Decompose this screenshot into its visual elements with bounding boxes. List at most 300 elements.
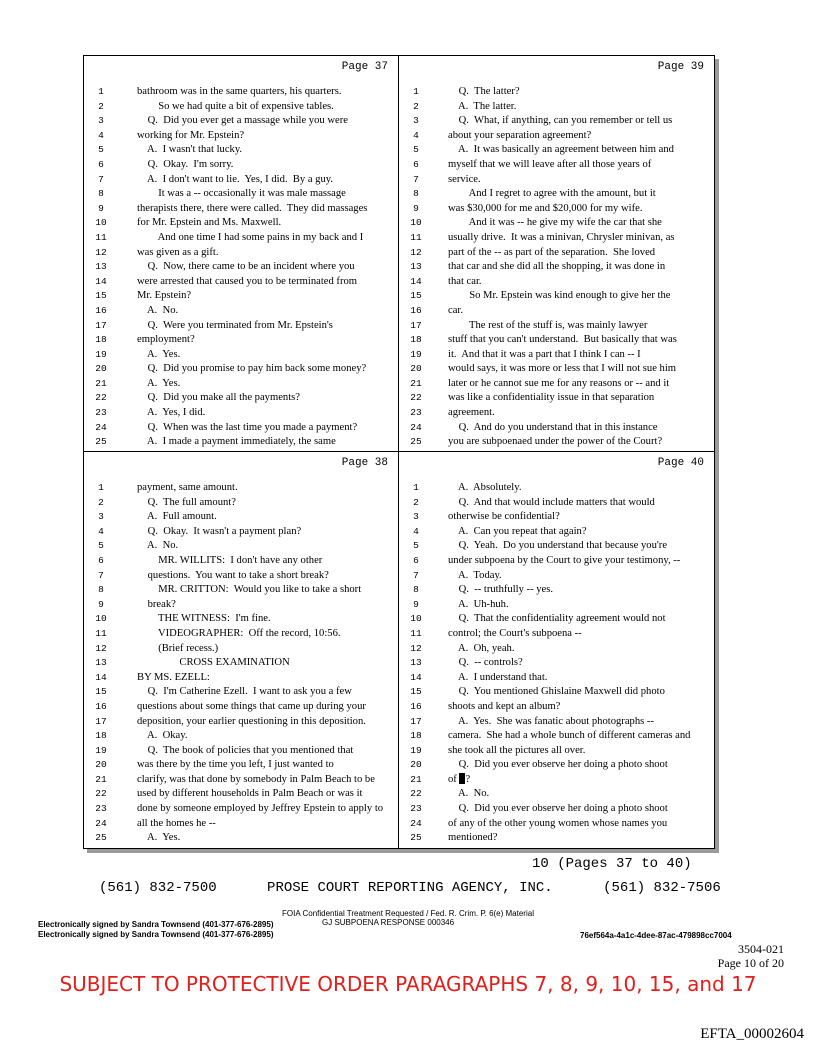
line-number: 22 [410,788,422,800]
line-number: 8 [98,188,104,200]
transcript-line [399,671,714,686]
line-text: Q. Okay. I'm sorry. [137,158,234,170]
agency-name: PROSE COURT REPORTING AGENCY, INC. [267,880,553,896]
line-number: 5 [413,540,419,552]
line-number: 23 [410,803,422,815]
line-number: 6 [413,158,419,170]
line-text: it. And that it was a part that I think I can -- I [448,348,641,360]
transcript-line [399,114,714,129]
transcript-line [84,173,398,188]
line-text: mentioned? [448,832,498,844]
transcript-line [399,246,714,261]
transcript-line [399,583,714,598]
line-text: employment? [137,334,195,346]
transcript-line [399,642,714,657]
line-text: MR. CRITTON: Would you like to take a short [137,584,362,596]
agency-phone-right: (561) 832-7506 [603,880,721,896]
line-number: 2 [98,496,104,508]
line-number: 8 [413,188,419,200]
line-number: 18 [95,730,107,742]
line-text: would says, it was more or less that I will not sue him [448,363,677,375]
line-number: 23 [95,803,107,815]
transcript-lines [399,85,714,450]
page-quadrant-38 [84,452,399,848]
line-text: (Brief recess.) [137,642,219,654]
page-summary: 10 (Pages 37 to 40) [532,856,692,872]
transcript-line [399,758,714,773]
line-text: A. Yes, I did. [137,407,206,419]
line-number: 1 [98,482,104,493]
page-label: Page 37 [341,61,388,73]
transcript-line [399,802,714,817]
line-text: for Mr. Epstein and Ms. Maxwell. [137,217,282,229]
line-number: 11 [410,231,422,243]
transcript-line [84,143,398,158]
line-text: Q. -- truthfully -- yes. [448,584,554,596]
transcript-line [399,85,714,100]
line-number: 1 [98,86,104,97]
transcript-line [84,496,398,511]
line-number: 11 [95,627,107,639]
line-text: were arrested that caused you to be terminated from [137,275,358,287]
line-text: Q. The latter? [448,86,520,97]
line-number: 3 [98,115,104,127]
transcript-line [84,656,398,671]
line-number: 10 [95,613,107,625]
page-of-label: Page 10 of 20 [717,956,784,970]
line-number: 24 [95,421,107,433]
transcript-line [399,377,714,392]
line-text: bathroom was in the same quarters, his quarters. [137,86,342,97]
transcript-line [84,729,398,744]
line-number: 9 [98,598,104,610]
line-text: Q. Did you promise to pay him back some money? [137,363,367,375]
agency-phone-left: (561) 832-7500 [99,880,217,896]
transcript-line [84,539,398,554]
line-number: 4 [413,525,419,537]
line-number: 20 [410,363,422,375]
line-text: Q. Were you terminated from Mr. Epstein's [137,319,333,331]
line-number: 11 [95,231,107,243]
line-text: of any of the other young women whose names you [448,817,668,829]
transcript-line [84,231,398,246]
transcript-line [84,114,398,129]
line-number: 7 [98,173,104,185]
line-text: A. Yes. [137,348,181,360]
line-number: 13 [410,261,422,273]
transcript-line [84,554,398,569]
transcript-line [399,627,714,642]
line-text: questions. You want to take a short break? [137,569,329,581]
transcript-line [84,85,398,100]
transcript-line [399,831,714,846]
transcript-line [399,406,714,421]
transcript-line [399,656,714,671]
line-number: 25 [95,436,107,448]
transcript-line [84,700,398,715]
transcript-line [84,627,398,642]
line-number: 6 [413,554,419,566]
line-number: 12 [95,246,107,258]
line-text: was given as a gift. [137,246,219,258]
line-number: 2 [413,100,419,112]
line-number: 11 [410,627,422,639]
line-text: And I regret to agree with the amount, but it [448,188,656,200]
transcript-line [84,802,398,817]
line-number: 9 [98,202,104,214]
transcript-line [84,510,398,525]
transcript-line [84,435,398,450]
transcript-line [399,773,714,788]
line-text: A. It was basically an agreement between him and [448,144,674,156]
transcript-line [399,173,714,188]
line-text: Q. Did you ever observe her doing a photo shoot [448,759,668,771]
line-text: she took all the pictures all over. [448,744,586,756]
transcript-line [84,787,398,802]
line-text: all the homes he -- [137,817,216,829]
transcript-line [84,216,398,231]
line-number: 19 [410,744,422,756]
line-number: 18 [95,334,107,346]
transcript-line [84,525,398,540]
line-text: clarify, was that done by somebody in Palm Beach to be [137,773,375,785]
line-text: VIDEOGRAPHER: Off the record, 10:56. [137,627,341,639]
line-text: A. Absolutely. [448,482,522,493]
line-text: Q. I'm Catherine Ezell. I want to ask you a few [137,686,352,698]
line-text: shoots and kept an album? [448,700,561,712]
transcript-line [84,333,398,348]
line-number: 20 [95,759,107,771]
line-number: 10 [95,217,107,229]
transcript-line [399,333,714,348]
transcript-line [84,671,398,686]
line-text: was $30,000 for me and $20,000 for my wife. [448,202,643,214]
line-text: stuff that you can't understand. But basically that was [448,334,677,346]
line-number: 2 [98,100,104,112]
line-number: 6 [98,158,104,170]
line-number: 4 [98,129,104,141]
line-number: 22 [410,392,422,404]
line-number: 7 [98,569,104,581]
line-number: 8 [98,584,104,596]
transcript-line [399,275,714,290]
line-text: that car and she did all the shopping, it was done in [448,261,666,273]
transcript-line [399,202,714,217]
transcript-line [84,421,398,436]
transcript-line [399,817,714,832]
line-text: And one time I had some pains in my back and I [137,231,364,243]
transcript-line [84,773,398,788]
page-label: Page 40 [657,457,704,469]
line-number: 16 [410,304,422,316]
line-number: 15 [95,686,107,698]
line-text: Q. That the confidentiality agreement would not [448,613,666,625]
page-quadrant-37 [84,56,399,452]
line-text: deposition, your earlier questioning in this deposition. [137,715,366,727]
line-text: myself that we will leave after all those years of [448,158,652,170]
transcript-line [84,391,398,406]
transcript-lines [84,85,398,450]
transcript-line [399,729,714,744]
transcript-line [84,612,398,627]
line-text: car. [448,304,463,316]
line-text: was there by the time you left, I just wanted to [137,759,334,771]
transcript-line [399,319,714,334]
line-number: 19 [95,744,107,756]
line-text: So Mr. Epstein was kind enough to give her the [448,290,671,302]
line-number: 20 [95,363,107,375]
line-text: A. Yes. [137,832,181,844]
transcript-line [399,569,714,584]
line-text: Q. And do you understand that in this instance [448,421,658,433]
transcript-line [84,642,398,657]
line-text: Q. When was the last time you made a payment? [137,421,358,433]
transcript-line [399,143,714,158]
line-number: 19 [410,348,422,360]
line-number: 1 [413,482,419,493]
line-text: A. Uh-huh. [448,598,509,610]
line-number: 14 [95,275,107,287]
line-text: Q. Now, there came to be an incident where you [137,261,355,273]
transcript-line [84,275,398,290]
line-number: 22 [95,788,107,800]
line-text: THE WITNESS: I'm fine. [137,613,271,625]
transcript-line [84,348,398,363]
transcript-line [84,260,398,275]
line-text: you are subpoenaed under the power of the Court? [448,436,663,448]
line-text: usually drive. It was a minivan, Chrysler minivan, as [448,231,675,243]
transcript-line [84,129,398,144]
transcript-line [399,260,714,275]
line-number: 7 [413,569,419,581]
transcript-sheet [83,55,715,849]
line-text: CROSS EXAMINATION [137,657,290,669]
foia-notice: FOIA Confidential Treatment Requested / Fed. R. Crim. P. 6(e) Material [282,909,534,918]
line-text: used by different households in Palm Beach or was it [137,788,363,800]
transcript-line [399,744,714,759]
transcript-line [84,569,398,584]
line-number: 15 [95,290,107,302]
line-text: A. I wasn't that lucky. [137,144,243,156]
line-number: 13 [95,657,107,669]
line-text: Q. You mentioned Ghislaine Maxwell did photo [448,686,665,698]
page-quadrant-40 [399,452,714,848]
transcript-line [84,406,398,421]
line-text: later or he cannot sue me for any reasons or -- and it [448,377,670,389]
bates-number: EFTA_00002604 [700,1026,804,1042]
transcript-line [84,598,398,613]
line-number: 21 [95,773,107,785]
line-text: A. I made a payment immediately, the same [137,436,336,448]
line-number: 10 [410,613,422,625]
line-text: Q. Did you make all the payments? [137,392,300,404]
line-number: 17 [410,715,422,727]
transcript-line [399,612,714,627]
line-number: 16 [410,700,422,712]
line-text: Q. Did you ever observe her doing a photo shoot [448,803,668,815]
transcript-line [84,583,398,598]
line-text: A. Today. [448,569,502,581]
transcript-line [84,685,398,700]
line-text: service. [448,173,481,185]
line-number: 4 [413,129,419,141]
esignature-line: Electronically signed by Sandra Townsend (401-377-676-2895) [38,930,274,939]
line-number: 1 [413,86,419,97]
line-number: 12 [410,246,422,258]
line-number: 3 [413,511,419,523]
line-number: 13 [410,657,422,669]
line-number: 3 [98,511,104,523]
transcript-line [399,158,714,173]
line-text: about your separation agreement? [448,129,592,141]
transcript-lines [399,481,714,846]
line-text: It was a -- occasionally it was male massage [137,188,346,200]
line-number: 14 [95,671,107,683]
agency-line [99,880,721,896]
gj-subpoena-label: GJ SUBPOENA RESPONSE 000346 [322,918,455,927]
line-text: Q. The book of policies that you mentioned that [137,744,354,756]
transcript-line [84,831,398,846]
line-text: therapists there, there were called. They did massages [137,202,368,214]
line-number: 24 [410,421,422,433]
transcript-line [399,525,714,540]
line-number: 19 [95,348,107,360]
page-label: Page 38 [341,457,388,469]
line-number: 4 [98,525,104,537]
line-number: 21 [410,773,422,785]
line-text: under subpoena by the Court to give your testimony, -- [448,554,681,566]
line-text: break? [137,598,176,610]
transcript-line [84,246,398,261]
transcript-line [399,496,714,511]
line-text: A. No. [448,788,490,800]
line-text: that car. [448,275,482,287]
transcript-line [399,216,714,231]
transcript-line [399,348,714,363]
line-number: 16 [95,304,107,316]
line-number: 10 [410,217,422,229]
line-number: 12 [95,642,107,654]
transcript-line [399,685,714,700]
line-text: agreement. [448,407,495,419]
page-quadrant-39 [399,56,714,452]
transcript-line [399,481,714,496]
line-text: Q. Did you ever get a massage while you were [137,115,348,127]
transcript-line [84,100,398,115]
line-text: BY MS. EZELL: [137,671,210,683]
line-number: 5 [98,144,104,156]
line-number: 23 [410,407,422,419]
transcript-line [399,187,714,202]
redaction-suffix: ? [465,773,471,785]
transcript-line [399,715,714,730]
transcript-line [399,100,714,115]
transcript-line [84,377,398,392]
line-number: 18 [410,730,422,742]
line-number: 24 [410,817,422,829]
line-number: 17 [95,715,107,727]
line-text: questions about some things that came up during your [137,700,366,712]
line-text: And it was -- he give my wife the car that she [448,217,662,229]
transcript-line [84,481,398,496]
transcript-line [399,231,714,246]
line-number: 14 [410,671,422,683]
line-text: The rest of the stuff is, was mainly lawyer [448,319,648,331]
line-number: 15 [410,290,422,302]
line-text: Q. What, if anything, can you remember or tell us [448,115,673,127]
line-text: A. Oh, yeah. [448,642,515,654]
line-number: 20 [410,759,422,771]
transcript-line [399,554,714,569]
line-number: 21 [95,377,107,389]
line-number: 6 [98,554,104,566]
line-number: 5 [413,144,419,156]
transcript-line [399,362,714,377]
line-text: camera. She had a whole bunch of different cameras and [448,730,691,742]
line-text: So we had quite a bit of expensive tables. [137,100,334,112]
line-number: 22 [95,392,107,404]
line-number: 18 [410,334,422,346]
line-text: done by someone employed by Jeffrey Epstein to apply to [137,803,384,815]
transcript-line [399,598,714,613]
transcript-line [399,510,714,525]
transcript-line [399,304,714,319]
document-number: 3504-021 [738,942,784,956]
esignature-line: Electronically signed by Sandra Townsend (401-377-676-2895) [38,920,274,929]
transcript-line [84,744,398,759]
transcript-line [399,435,714,450]
transcript-line [399,289,714,304]
line-text: A. No. [137,304,179,316]
line-number: 25 [410,832,422,844]
line-number: 17 [95,319,107,331]
line-text: Q. -- controls? [448,657,523,669]
transcript-line [399,787,714,802]
transcript-line [84,158,398,173]
line-number: 16 [95,700,107,712]
line-text: payment, same amount. [137,482,238,493]
transcript-line [84,715,398,730]
line-number: 25 [95,832,107,844]
line-text: Q. Yeah. Do you understand that because you're [448,540,668,552]
line-number: 3 [413,115,419,127]
line-number: 24 [95,817,107,829]
line-text: A. I don't want to lie. Yes, I did. By a guy. [137,173,334,185]
line-text: A. Yes. [137,377,181,389]
line-text: Q. The full amount? [137,496,236,508]
line-number: 5 [98,540,104,552]
transcript-line [84,817,398,832]
document-hash: 76ef564a-4a1c-4dee-87ac-479898cc7004 [580,931,732,940]
line-number: 21 [410,377,422,389]
line-number: 14 [410,275,422,287]
line-number: 2 [413,496,419,508]
transcript-line [84,304,398,319]
page-label: Page 39 [657,61,704,73]
transcript-line [84,187,398,202]
line-number: 7 [413,173,419,185]
line-text: Q. Okay. It wasn't a payment plan? [137,525,302,537]
line-number: 25 [410,436,422,448]
transcript-line [399,129,714,144]
line-text: otherwise be confidential? [448,511,560,523]
transcript-line [399,421,714,436]
line-text: A. The latter. [448,100,517,112]
line-text: of ? [448,773,471,785]
transcript-line [84,362,398,377]
protective-order-banner: SUBJECT TO PROTECTIVE ORDER PARAGRAPHS 7, 8, 9, 10, 15, and 17 [59,972,757,996]
transcript-line [84,289,398,304]
